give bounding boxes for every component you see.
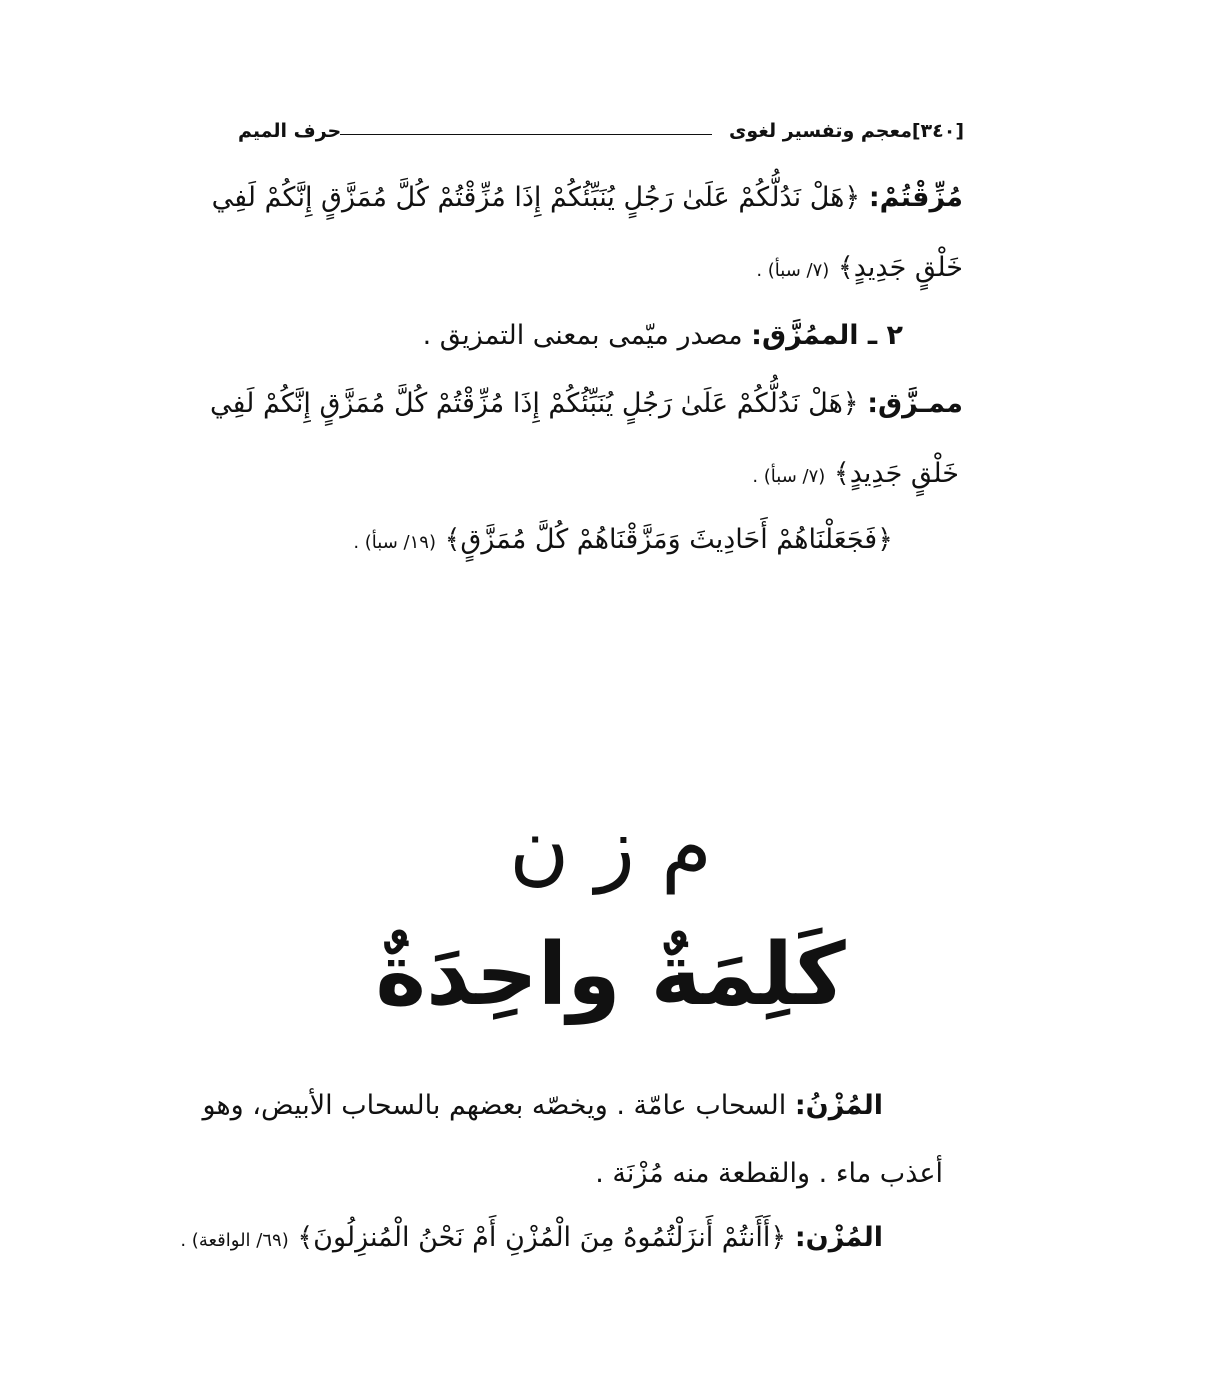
entry-1-line-1 bbox=[212, 182, 963, 213]
running-header bbox=[230, 118, 970, 152]
entry-3-line-3 bbox=[353, 524, 893, 555]
entry-definition: السحاب عامّة . ويخصّه بعضهم بالسحاب الأبيض، وهو bbox=[202, 1090, 787, 1121]
page-number: [٣٤٠] bbox=[911, 120, 964, 142]
entry-1-line-2 bbox=[756, 252, 963, 283]
verse-reference: (١٩/ سبأ) . bbox=[353, 532, 436, 553]
entry-definition-continuation: أعذب ماء . والقطعة منه مُزْنَة . bbox=[595, 1158, 943, 1189]
verse-reference: (٦٩/ الواقعة) . bbox=[180, 1230, 289, 1251]
quran-verse: ﴿هَلْ نَدُلُّكُمْ عَلَىٰ رَجُلٍ يُنَبِّئُكُمْ إِذَا مُزِّقْتُمْ كُلَّ مُمَزَّقٍ إِنَّكُمْ لَفِي bbox=[211, 182, 861, 213]
usage-headword: المُزْن: bbox=[794, 1222, 883, 1253]
entry-3-line-2 bbox=[752, 458, 959, 489]
entry-number-word: ٢ ـ الممُزَّق: bbox=[751, 320, 903, 351]
entry-3-line-1 bbox=[210, 388, 963, 419]
entry-headword: ممـزَّق: bbox=[867, 388, 963, 419]
muzn-line-1 bbox=[202, 1090, 883, 1121]
muzn-line-2 bbox=[595, 1158, 943, 1189]
entry-definition: مصدر ميّمى بمعنى التمزيق . bbox=[422, 320, 743, 351]
entry-2-line bbox=[423, 320, 903, 351]
quran-verse: ﴿هَلْ نَدُلُّكُمْ عَلَىٰ رَجُلٍ يُنَبِّئُكُمْ إِذَا مُزِّقْتُمْ كُلَّ مُمَزَّقٍ إِنَّكُمْ لَفِي bbox=[210, 388, 859, 419]
book-title: معجم وتفسير لغوى bbox=[728, 120, 912, 142]
quran-verse-continuation: خَلْقٍ جَدِيدٍ﴾ bbox=[833, 458, 959, 489]
quran-verse: ﴿فَجَعَلْنَاهُمْ أَحَادِيثَ وَمَزَّقْنَاهُمْ كُلَّ مُمَزَّقٍ﴾ bbox=[444, 524, 893, 555]
section-title: حرف الميم bbox=[238, 120, 342, 142]
verse-reference: (٧/ سبأ) . bbox=[756, 260, 830, 281]
entry-headword: مُزِّقْتُمْ: bbox=[868, 182, 963, 213]
quran-verse: ﴿أَأَنتُمْ أَنزَلْتُمُوهُ مِنَ الْمُزْنِ أَمْ نَحْنُ الْمُنزِلُونَ﴾ bbox=[297, 1222, 787, 1253]
verse-reference: (٧/ سبأ) . bbox=[752, 466, 826, 487]
root-letters: م ز ن bbox=[509, 800, 712, 895]
quran-verse-continuation: خَلْقٍ جَدِيدٍ﴾ bbox=[837, 252, 963, 283]
muzn-usage-line bbox=[180, 1222, 883, 1253]
header-rule bbox=[340, 134, 712, 135]
root-subtitle: كَلِمَةٌ واحِدَةٌ bbox=[375, 925, 846, 1025]
entry-headword: المُزْنُ: bbox=[794, 1090, 883, 1121]
